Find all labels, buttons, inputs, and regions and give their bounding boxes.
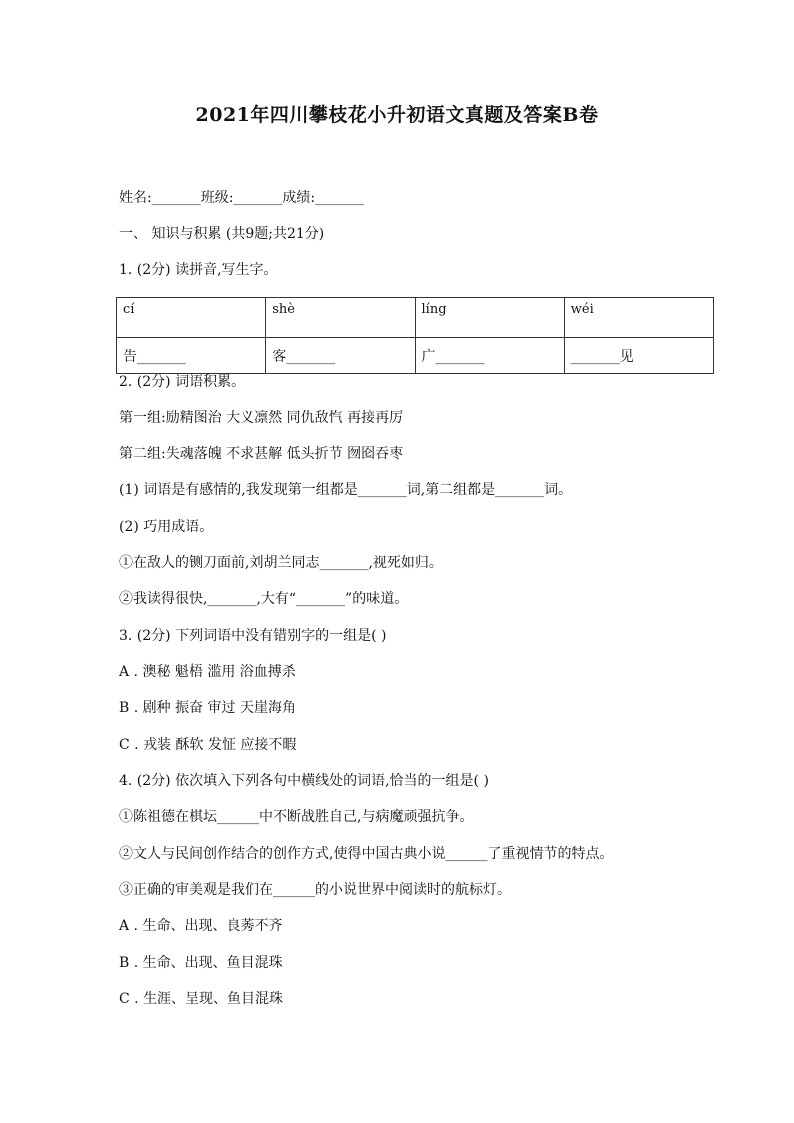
pinyin-row [117, 298, 714, 338]
question-2-stem: 2. (2分) 词语积累。 [119, 374, 246, 390]
question-4-stem: 4. (2分) 依次填入下列各句中横线处的词语,恰当的一组是( ) [119, 773, 489, 789]
question-2-sub-2a: ①在敌人的铡刀面前,刘胡兰同志_______,视死如归。 [119, 555, 443, 571]
question-2-sub-2: (2) 巧用成语。 [119, 519, 214, 535]
pinyin-cell: cí [117, 298, 266, 338]
question-4-sentence-3: ③正确的审美观是我们在______的小说世界中阅读时的航标灯。 [119, 882, 511, 898]
student-info-line: 姓名:_______班级:_______成绩:_______ [119, 190, 365, 206]
question-3-option-a: A . 澳秘 魁梧 滥用 浴血搏杀 [119, 664, 296, 680]
pinyin-table [116, 297, 714, 374]
answer-cell: _______见 [564, 338, 713, 374]
question-4-sentence-2: ②文人与民间创作结合的创作方式,使得中国古典小说______了重视情节的特点。 [119, 846, 614, 862]
pinyin-cell: líng [415, 298, 564, 338]
page-title: 2021年四川攀枝花小升初语文真题及答案B卷 [195, 104, 599, 126]
word-group-1: 第一组:励精图治 大义凛然 同仇敌忾 再接再厉 [119, 410, 404, 426]
section-heading: 一、 知识与积累 (共9题;共21分) [119, 226, 325, 242]
question-4-option-c: C . 生涯、呈现、鱼目混珠 [119, 991, 284, 1007]
answer-row [117, 338, 714, 374]
question-2-sub-1: (1) 词语是有感情的,我发现第一组都是_______词,第二组都是_______词。 [119, 482, 573, 498]
question-4-option-a: A . 生命、出现、良莠不齐 [119, 918, 283, 934]
answer-cell: 告_______ [117, 338, 266, 374]
question-3-option-c: C . 戎装 酥软 发怔 应接不暇 [119, 737, 297, 753]
question-4-option-b: B . 生命、出现、鱼目混珠 [119, 955, 283, 971]
question-1-stem: 1. (2分) 读拼音,写生字。 [119, 262, 278, 278]
answer-cell: 客_______ [266, 338, 415, 374]
question-2-sub-2b: ②我读得很快,_______,大有“_______”的味道。 [119, 591, 409, 607]
word-group-2: 第二组:失魂落魄 不求甚解 低头折节 囫囵吞枣 [119, 446, 404, 462]
pinyin-cell: wéi [564, 298, 713, 338]
question-3-option-b: B . 剧种 振奋 审过 天崖海角 [119, 700, 296, 716]
pinyin-cell: shè [266, 298, 415, 338]
answer-cell: 广_______ [415, 338, 564, 374]
question-3-stem: 3. (2分) 下列词语中没有错别字的一组是( ) [119, 628, 387, 644]
question-4-sentence-1: ①陈祖德在棋坛______中不断战胜自己,与病魔顽强抗争。 [119, 809, 474, 825]
